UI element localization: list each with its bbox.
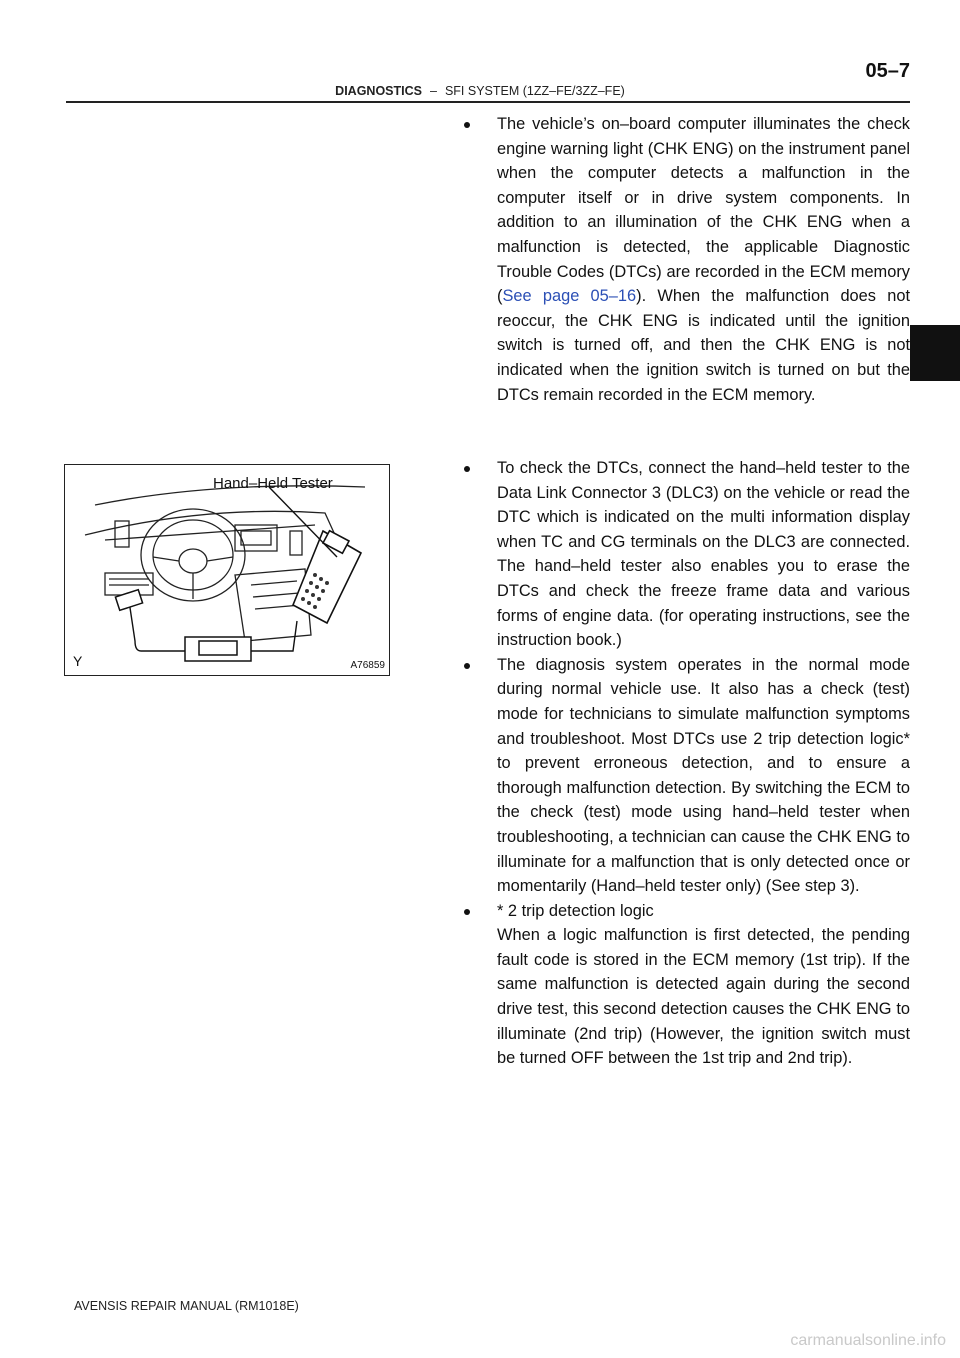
- dashboard-illustration: [65, 465, 389, 675]
- bullet-paragraph-4: [464, 899, 910, 1071]
- bullet-block-2: [464, 456, 910, 1071]
- footer: AVENSIS REPAIR MANUAL (RM1018E): [74, 1299, 299, 1313]
- bullet-paragraph-1: [464, 112, 910, 407]
- paragraph-text: When a logic malfunction is first detected, the pending fault code is stored in the ECM memory (1st trip). If the same malfunction is detected again during the second drive test, this second detection causes the CHK ENG to illuminate (2nd trip) (However, the ignition switch must be turned OFF between the 1st trip and 2nd trip).: [497, 926, 910, 1068]
- subsection-title: SFI SYSTEM (1ZZ–FE/3ZZ–FE): [444, 84, 625, 98]
- dlc3-connector: [115, 590, 142, 611]
- paragraph-title: * 2 trip detection logic: [497, 901, 654, 920]
- section-tab-marker: [910, 325, 960, 381]
- header-separator: –: [429, 84, 437, 98]
- figure-corner-mark: Y: [73, 653, 83, 669]
- figure-hand-held-tester: [64, 464, 390, 676]
- paragraph-text: ). When the malfunction does not reoccur, the CHK ENG is indicated until the ignition switch is turned off, and then the CHK ENG is not indicated when the ignition switch is turned on but the DTCs remain recorded in the ECM memory.: [497, 287, 910, 404]
- watermark: carmanualsonline.info: [790, 1332, 946, 1349]
- bullet-paragraph-3: [464, 653, 910, 899]
- figure-code: A76859: [350, 660, 385, 671]
- bullet-dot-icon: [464, 663, 470, 669]
- paragraph-text: To check the DTCs, connect the hand–held tester to the Data Link Connector 3 (DLC3) on the vehicle or read the DTC which is indicated on the multi information display when TC and CG terminals on the DLC3 are connected. The hand–held tester also enables you to erase the DTCs and check the freeze frame data and various forms of engine data. (for operating instructions, see the instruction book.): [497, 459, 910, 650]
- see-page-link[interactable]: See page 05–16: [502, 287, 637, 306]
- bullet-dot-icon: [464, 122, 470, 128]
- paragraph-text: The vehicle’s on–board computer illuminates the check engine warning light (CHK ENG) on the instrument panel when the computer detects a malfunction in the computer itself or in drive system components. In addition to an illumination of the CHK ENG when a malfunction is detected, the applicable Diagnostic Trouble Codes (DTCs) are recorded in the ECM memory (: [497, 115, 910, 306]
- tester-cable: [251, 621, 297, 651]
- running-header: [0, 84, 960, 98]
- bullet-paragraph-2: [464, 456, 910, 653]
- section-title: DIAGNOSTICS: [335, 84, 422, 98]
- page-number: 05–7: [865, 60, 910, 82]
- paragraph-text: The diagnosis system operates in the normal mode during normal vehicle use. It also has a check (test) mode for technicians to simulate malfunction symptoms and troubleshoot. Most DTCs use 2 trip detection logic* to prevent erroneous detection, and to ensure a thorough malfunction detection. By switching the ECM to the check (test) mode using hand–held tester when troubleshooting, a technician can cause the CHK ENG to illuminate for a malfunction that is only detected once or momentarily (Hand–held tester only) (See step 3).: [497, 655, 910, 896]
- figure-label: Hand–Held Tester: [213, 475, 333, 492]
- bullet-block-1: [464, 112, 910, 407]
- bullet-dot-icon: [464, 909, 470, 915]
- header-rule: [66, 101, 910, 103]
- bullet-dot-icon: [464, 466, 470, 472]
